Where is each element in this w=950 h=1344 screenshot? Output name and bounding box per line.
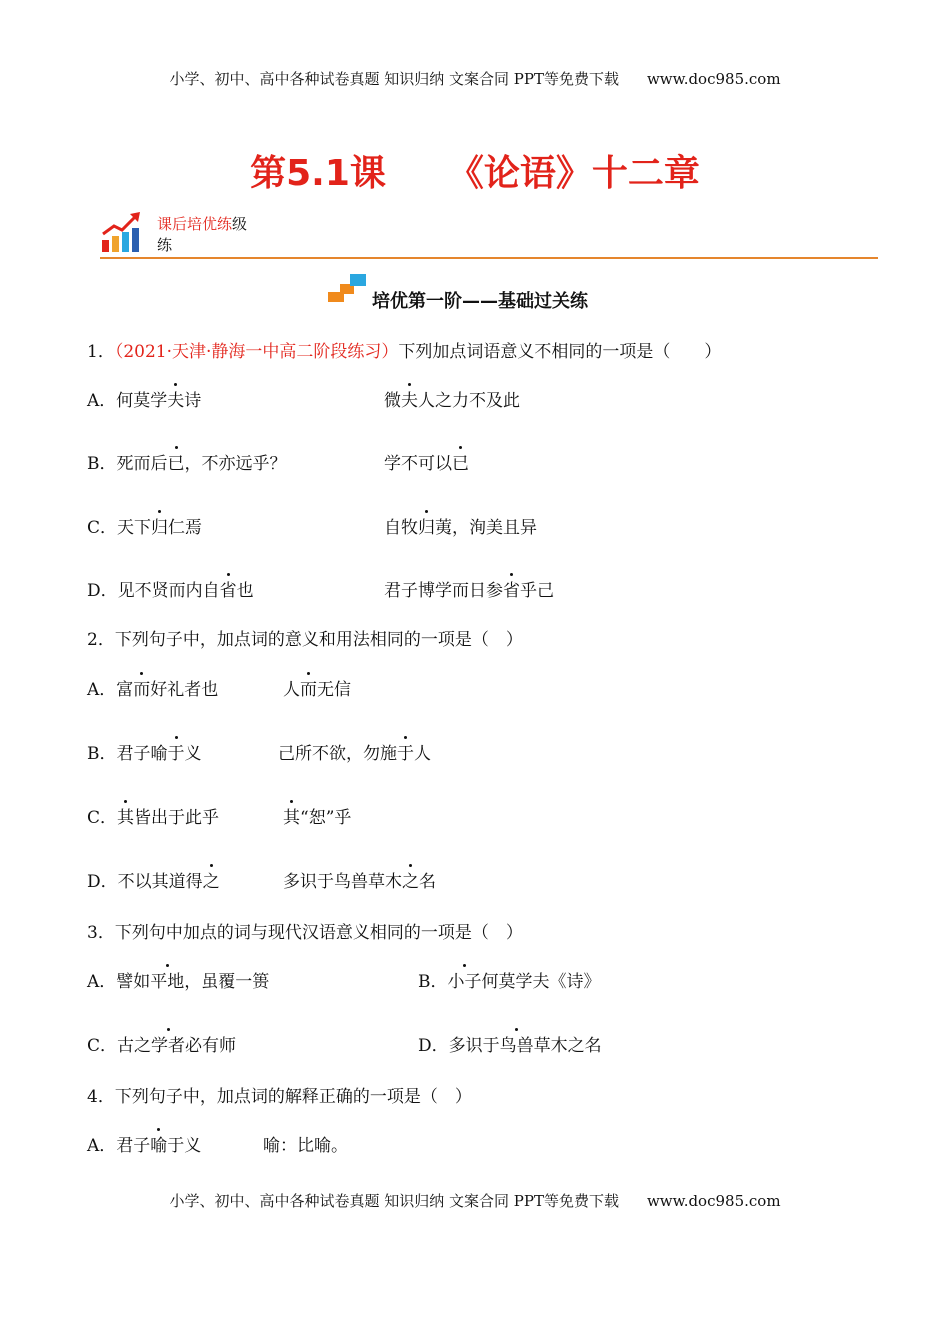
q1-option-a: A．何莫学夫诗 微夫人之力不及此 — [87, 386, 201, 411]
q1-option-b: B．死而后已，不亦远乎？ 学不可以已 — [87, 449, 287, 474]
q3-stem: 3．下列句中加点的词与现代汉语意义相同的一项是（ ） — [87, 923, 523, 943]
q2-stem: 2．下列句子中，加点词的意义和用法相同的一项是（ ） — [87, 630, 523, 650]
q3-option-a: A．譬如平地，虽覆一篑 — [87, 967, 269, 992]
page-header — [0, 68, 950, 89]
header-site[interactable]: www.doc985.com — [646, 70, 781, 88]
q1-option-d: D．见不贤而内自省也 君子博学而日参省乎己 — [87, 576, 254, 601]
q2-option-b: B．君子喻于义 己所不欲，勿施于人 — [87, 739, 202, 764]
page-title — [0, 145, 950, 196]
badge-label: 课后培优练级 练 — [157, 215, 248, 254]
q2-option-d: D．不以其道得之 多识于鸟兽草木之名 — [87, 867, 220, 892]
header-divider — [100, 257, 878, 259]
q1-stem: 1．（2021·天津·静海一中高二阶段练习）下列加点词语意义不相同的一项是（ ） — [87, 342, 722, 362]
q1-option-c: C．天下归仁焉 自牧归荑，洵美且异 — [87, 513, 202, 538]
lesson-name: 《论语》十二章 — [447, 153, 700, 194]
q2-option-a: A．富而好礼者也 人而无信 — [87, 675, 218, 700]
growth-chart-icon — [100, 210, 144, 254]
steps-icon — [328, 274, 370, 304]
q2-option-c: C．其皆出于此乎 其“恕”乎 — [87, 803, 219, 828]
section-title: 培优第一阶——基础过关练 — [372, 291, 588, 312]
lesson-number: 第5.1课 — [250, 153, 386, 194]
footer-text: 小学、初中、高中各种试卷真题 知识归纳 文案合同 PPT等免费下载 — [169, 1192, 619, 1210]
q4-stem: 4．下列句子中，加点词的解释正确的一项是（ ） — [87, 1087, 472, 1107]
q4-option-a: A．君子喻于义 喻：比喻。 — [87, 1131, 201, 1156]
q3-option-d: D．多识于鸟兽草木之名 — [418, 1031, 602, 1056]
q3-option-c: C．古之学者必有师 — [87, 1031, 236, 1056]
footer-site[interactable]: www.doc985.com — [646, 1192, 781, 1210]
q3-option-b: B．小子何莫学夫《诗》 — [418, 967, 601, 992]
page-footer — [0, 1190, 950, 1211]
header-text: 小学、初中、高中各种试卷真题 知识归纳 文案合同 PPT等免费下载 — [169, 70, 619, 88]
